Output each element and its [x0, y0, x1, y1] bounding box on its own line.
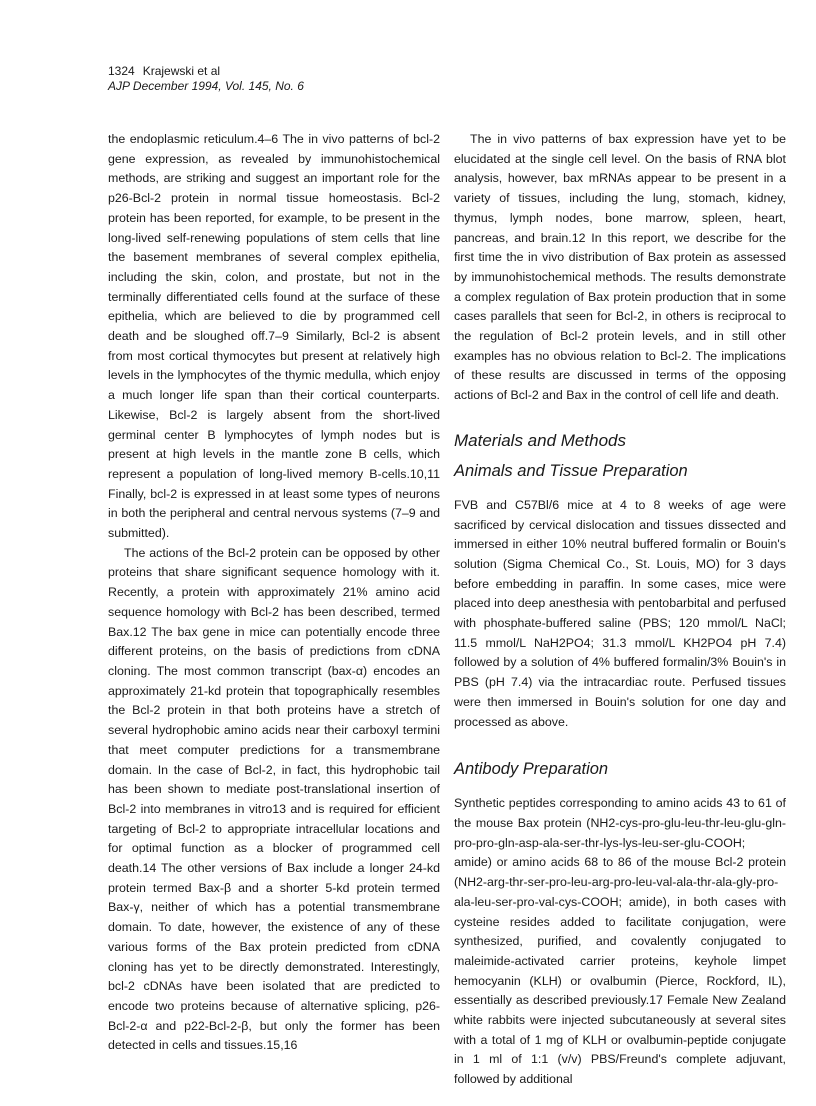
left-paragraph-1: the endoplasmic reticulum.4–6 The in vivo patterns of bcl-2 gene expression, as revealed by immunohistochemical methods, are striking and suggest an important role for the p26-Bcl-2 protein in normal tissue homeostasis. Bcl-2 protein has been reported, for example, to be present in the long-lived self-renewing populations of stem cells that line the basement membranes of several complex epithelia, including the skin, colon, and prostate, but not in the terminally differentiated cells found at the surface of these epithelia, which are believed to die by programmed cell death and be sloughed off.7–9 Similarly, Bcl-2 is absent from most cortical thymocytes but present at relatively high levels in the lymphocytes of the thymic medulla, which enjoy a much longer life span than their cortical counterparts. Likewise, Bcl-2 is largely absent from the short-lived germinal center B lymphocytes of lymph nodes but is present at high levels in the mantle zone B cells, which represent a population of long-lived memory B-cells.10,11 Finally, bcl-2 is expressed in at least some types of neurons in both the peripheral and central nervous systems (7–9 and submitted).	[108, 132, 440, 541]
antibody-paragraph: Synthetic peptides corresponding to amino acids 43 to 61 of the mouse Bax protein (NH2-cys-pro-glu-leu-thr-leu-glu-gln-pro-pro-gln-asp-ala-ser-thr-lys-lys-leu-ser-glu-COOH; amide) or amino acids 68 to 86 of the mouse Bcl-2 protein (NH2-arg-thr-ser-pro-leu-arg-pro-leu-val-ala-thr-ala-gly-pro-ala-leu-ser-pro-val-cys-COOH; amide), in both cases with cysteine resides added to facilitate conjugation, were synthesized, purified, and covalently conjugated to maleimide-activated carrier proteins, keyhole limpet hemocyanin (KLH) or ovalbumin (Pierce, Rockford, IL), essentially as described previously.17 Female New Zealand white rabbits were injected subcutaneously at several sites with a total of 1 mg of KLH or ovalbumin-peptide conjugate in 1 ml of 1:1 (v/v) PBS/Freund's complete adjuvant, followed by additional	[454, 796, 786, 1087]
animals-paragraph: FVB and C57Bl/6 mice at 4 to 8 weeks of age were sacrificed by cervical dislocation and tissues dissected and immersed in either 10% neutral buffered formalin or Bouin's solution (Sigma Chemical Co., St. Louis, MO) for 3 days before embedding in paraffin. In some cases, mice were placed into deep anesthesia with pentobarbital and perfused with phosphate-buffered saline (PBS; 120 mmol/L NaCl; 11.5 mmol/L NaH2PO4; 31.3 mmol/L KH2PO4 pH 7.4) followed by a solution of 4% buffered formalin/3% Bouin's in PBS (pH 7.4) via the intracardiac route. Perfused tissues were then immersed in Bouin's solution for one day and processed as above.	[454, 497, 786, 729]
section-heading-materials-methods: Materials and Methods	[454, 430, 626, 450]
left-column	[108, 130, 440, 1056]
subsection-heading-antibody: Antibody Preparation	[454, 760, 609, 779]
page-number: 1324	[108, 64, 135, 78]
subsection-heading-animals: Animals and Tissue Preparation	[454, 461, 688, 480]
journal-citation: AJP December 1994, Vol. 145, No. 6	[108, 79, 304, 93]
running-head-authors: Krajewski et al	[142, 64, 221, 78]
left-paragraph-2: The actions of the Bcl-2 protein can be opposed by other proteins that share significant sequence homology with it. Recently, a protein with approximately 21% amino acid sequence homology with Bcl-2 has been described, termed Bax.12 The bax gene in mice can potentially encode three different proteins, on the basis of predictions from cDNA cloning. The most common transcript (bax-α) encodes an approximately 21-kd protein that topographically resembles the Bcl-2 protein in that both proteins have a stretch of several hydrophobic amino acids near their carboxyl termini that meet computer predictions for a transmembrane domain. In the case of Bcl-2, in fact, this hydrophobic tail has been shown to mediate post-translational insertion of Bcl-2 into membranes in vitro13 and is required for efficient targeting of Bcl-2 to appropriate intracellular locations and for optimal function as a blocker of programmed cell death.14 The other versions of Bax include a longer 24-kd protein termed Bax-β and a shorter 5-kd protein termed Bax-γ, neither of which has a potential transmembrane domain. To date, however, the existence of any of these various forms of the Bax protein predicted from cDNA cloning has yet to be directly demonstrated. Interestingly, bcl-2 cDNAs have been isolated that are predicted to encode two proteins because of alternative splicing, p26-Bcl-2-α and p22-Bcl-2-β, but only the former has been detected in cells and tissues.15,16	[108, 545, 440, 1053]
right-column	[454, 130, 786, 1090]
right-paragraph-1: The in vivo patterns of bax expression have yet to be elucidated at the single cell level. On the basis of RNA blot analysis, however, bax mRNAs appear to be present in a variety of tissues, including the lung, stomach, kidney, thymus, lymph nodes, bone marrow, spleen, heart, pancreas, and brain.12 In this report, we describe for the first time the in vivo distribution of Bax protein as assessed by immunohistochemical methods. The results demonstrate a complex regulation of Bax protein production that in some cases parallels that seen for Bcl-2, in others is reciprocal to the regulation of Bcl-2 protein levels, and in still other examples has no obvious relation to Bcl-2. The implications of these results are discussed in terms of the opposing actions of Bcl-2 and Bax in the control of cell life and death.	[454, 132, 786, 403]
running-head	[108, 64, 508, 94]
